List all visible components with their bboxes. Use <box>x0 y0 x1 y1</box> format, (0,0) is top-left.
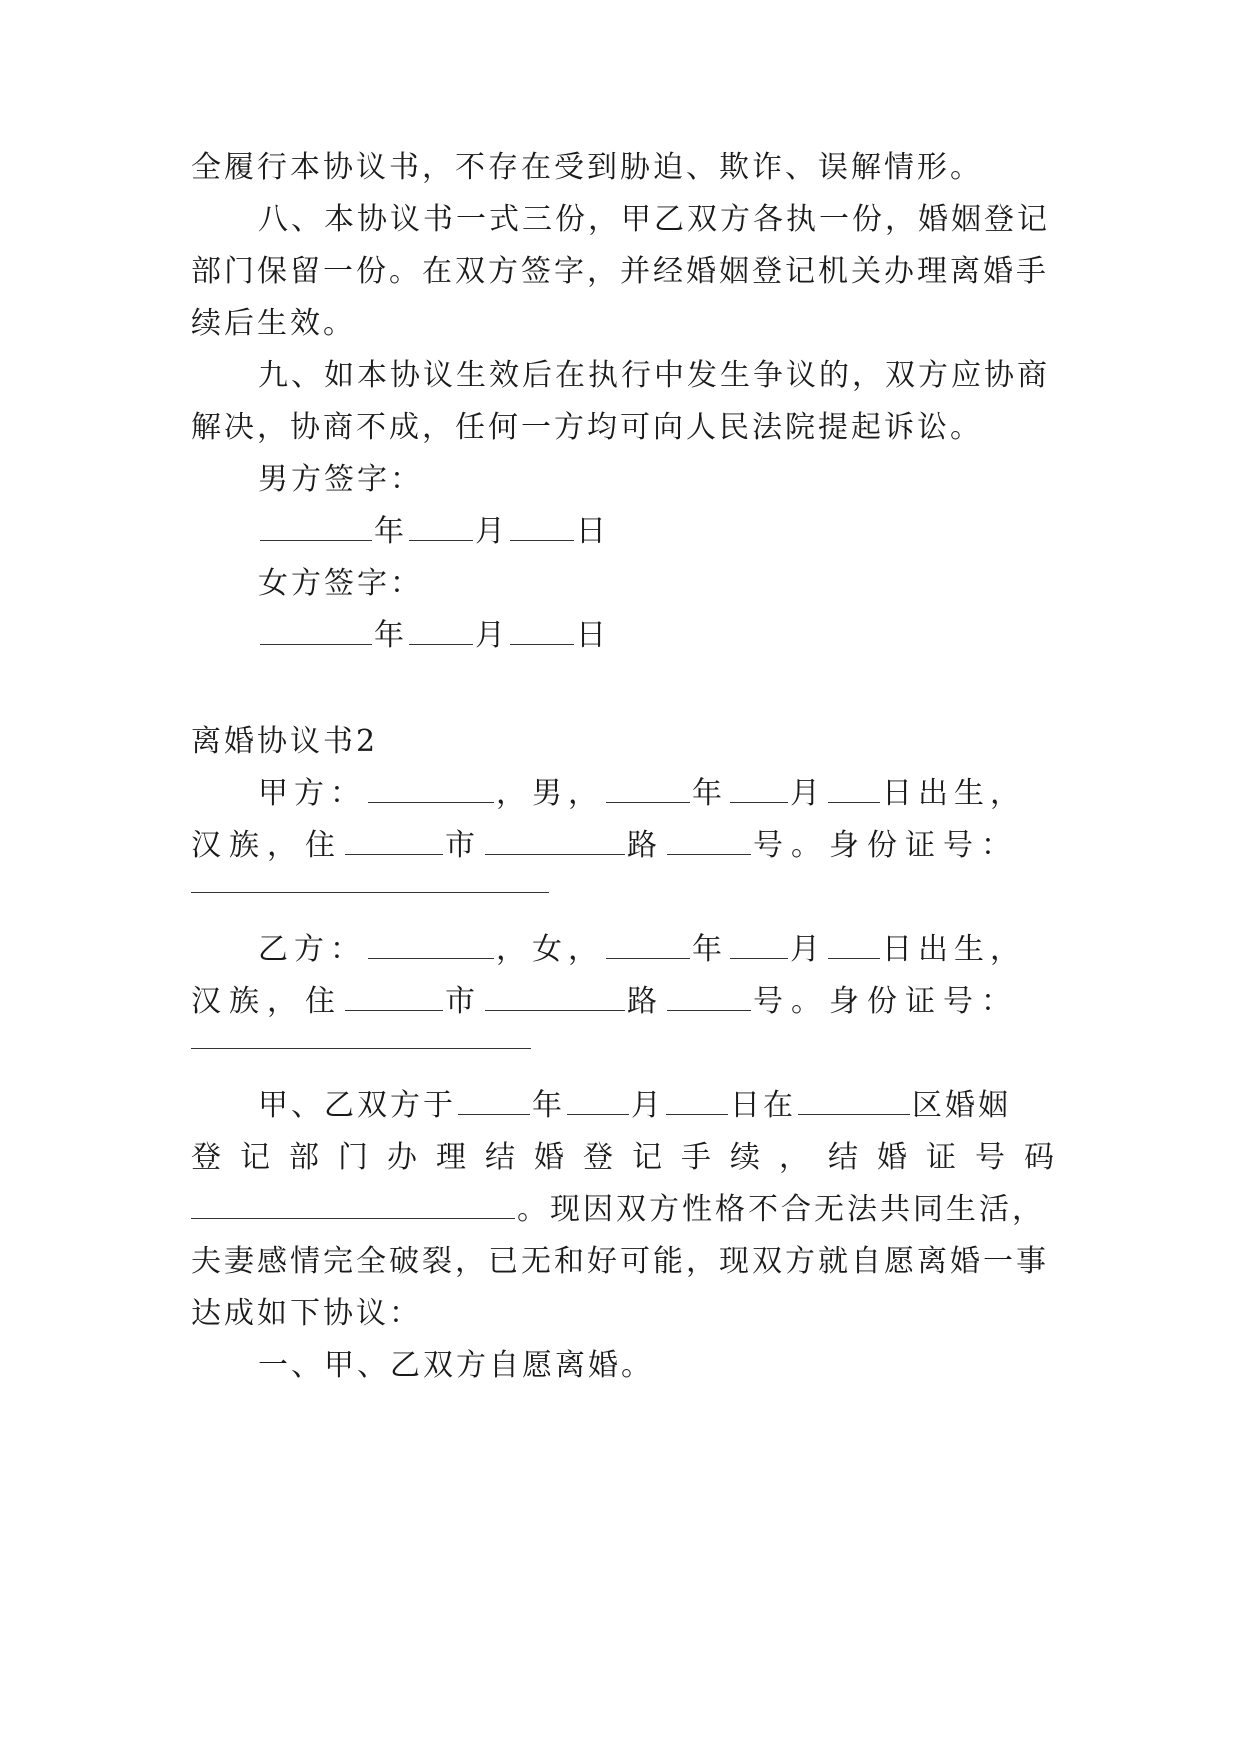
agreement-item-1: 一、甲、乙双方自愿离婚。 <box>258 1348 654 1383</box>
party-a-label: 甲方： <box>258 776 366 811</box>
gender-label: ，男， <box>496 776 604 811</box>
marriage-line-5: 达成如下协议： <box>191 1296 422 1331</box>
day-label: 日 <box>576 514 609 549</box>
party-b-line-2 <box>191 982 1051 1022</box>
district-label: 区婚姻 <box>912 1088 1011 1123</box>
road-label: 路 <box>627 984 665 1019</box>
month-blank <box>567 1088 629 1115</box>
clause-9-line-1: 九、如本协议生效后在执行中发生争议的，双方应协商 <box>258 358 1050 393</box>
marriage-date-label: 甲、乙双方于 <box>258 1088 456 1123</box>
marriage-line-4: 夫妻感情完全破裂，已无和好可能，现双方就自愿离婚一事 <box>191 1244 1049 1279</box>
party-a-line-2 <box>191 826 1051 866</box>
day-blank <box>666 1088 728 1115</box>
road-blank <box>485 984 625 1011</box>
day-blank <box>510 514 574 541</box>
year-label: 年 <box>374 618 407 653</box>
year-blank <box>260 618 372 645</box>
month-label: 月 <box>475 514 508 549</box>
year-label: 年 <box>374 514 407 549</box>
month-blank <box>730 776 788 803</box>
month-blank <box>730 932 788 959</box>
city-blank <box>345 984 443 1011</box>
clause-9-line-2: 解决，协商不成，任何一方均可向人民法院提起诉讼。 <box>191 410 983 445</box>
gender-label: ，女， <box>496 932 604 967</box>
month-label: 月 <box>631 1088 664 1123</box>
month-blank <box>409 514 473 541</box>
party-b-line-1 <box>258 930 1118 970</box>
year-blank <box>260 514 372 541</box>
id-number-label: 号。身份证号： <box>753 984 1019 1019</box>
party-b-label: 乙方： <box>258 932 366 967</box>
number-blank <box>667 984 751 1011</box>
city-blank <box>345 828 443 855</box>
id-number-blank <box>191 1048 531 1049</box>
day-blank <box>828 776 880 803</box>
clause-8-line-3: 续后生效。 <box>191 306 356 341</box>
location-label: 日在 <box>730 1088 796 1123</box>
marriage-line-2: 登记部门办理结婚登记手续，结婚证号码 <box>191 1140 1073 1175</box>
year-blank <box>606 932 690 959</box>
party-a-line-1 <box>258 774 1118 814</box>
year-label: 年 <box>532 1088 565 1123</box>
female-signature-date <box>258 616 1118 656</box>
road-blank <box>485 828 625 855</box>
marriage-line-1 <box>258 1086 1118 1126</box>
name-blank <box>368 776 494 803</box>
male-signature-label: 男方签字： <box>258 462 423 497</box>
section-title: 离婚协议书2 <box>191 724 379 759</box>
city-label: 市 <box>445 984 483 1019</box>
month-label: 月 <box>475 618 508 653</box>
id-number-label: 号。身份证号： <box>753 828 1019 863</box>
born-label: 日出生， <box>882 776 1026 811</box>
road-label: 路 <box>627 828 665 863</box>
day-blank <box>828 932 880 959</box>
ethnic-residence-label: 汉族，住 <box>191 828 343 863</box>
id-number-blank <box>191 892 549 893</box>
female-signature-label: 女方签字： <box>258 566 423 601</box>
paragraph-line: 全履行本协议书，不存在受到胁迫、欺诈、误解情形。 <box>191 150 983 185</box>
day-label: 日 <box>576 618 609 653</box>
name-blank <box>368 932 494 959</box>
year-label: 年 <box>692 776 728 811</box>
month-label: 月 <box>790 776 826 811</box>
clause-8-line-2: 部门保留一份。在双方签字，并经婚姻登记机关办理离婚手 <box>191 254 1049 289</box>
year-label: 年 <box>692 932 728 967</box>
month-label: 月 <box>790 932 826 967</box>
month-blank <box>409 618 473 645</box>
marriage-line-3 <box>191 1190 1051 1230</box>
ethnic-residence-label: 汉族，住 <box>191 984 343 1019</box>
year-blank <box>458 1088 530 1115</box>
born-label: 日出生， <box>882 932 1026 967</box>
number-blank <box>667 828 751 855</box>
clause-8-line-1: 八、本协议书一式三份，甲乙双方各执一份，婚姻登记 <box>258 202 1050 237</box>
male-signature-date <box>258 512 1118 552</box>
district-blank <box>798 1088 910 1115</box>
certificate-number-blank <box>191 1192 515 1219</box>
day-blank <box>510 618 574 645</box>
city-label: 市 <box>445 828 483 863</box>
year-blank <box>606 776 690 803</box>
reason-text: 。现因双方性格不合无法共同生活， <box>517 1192 1045 1227</box>
